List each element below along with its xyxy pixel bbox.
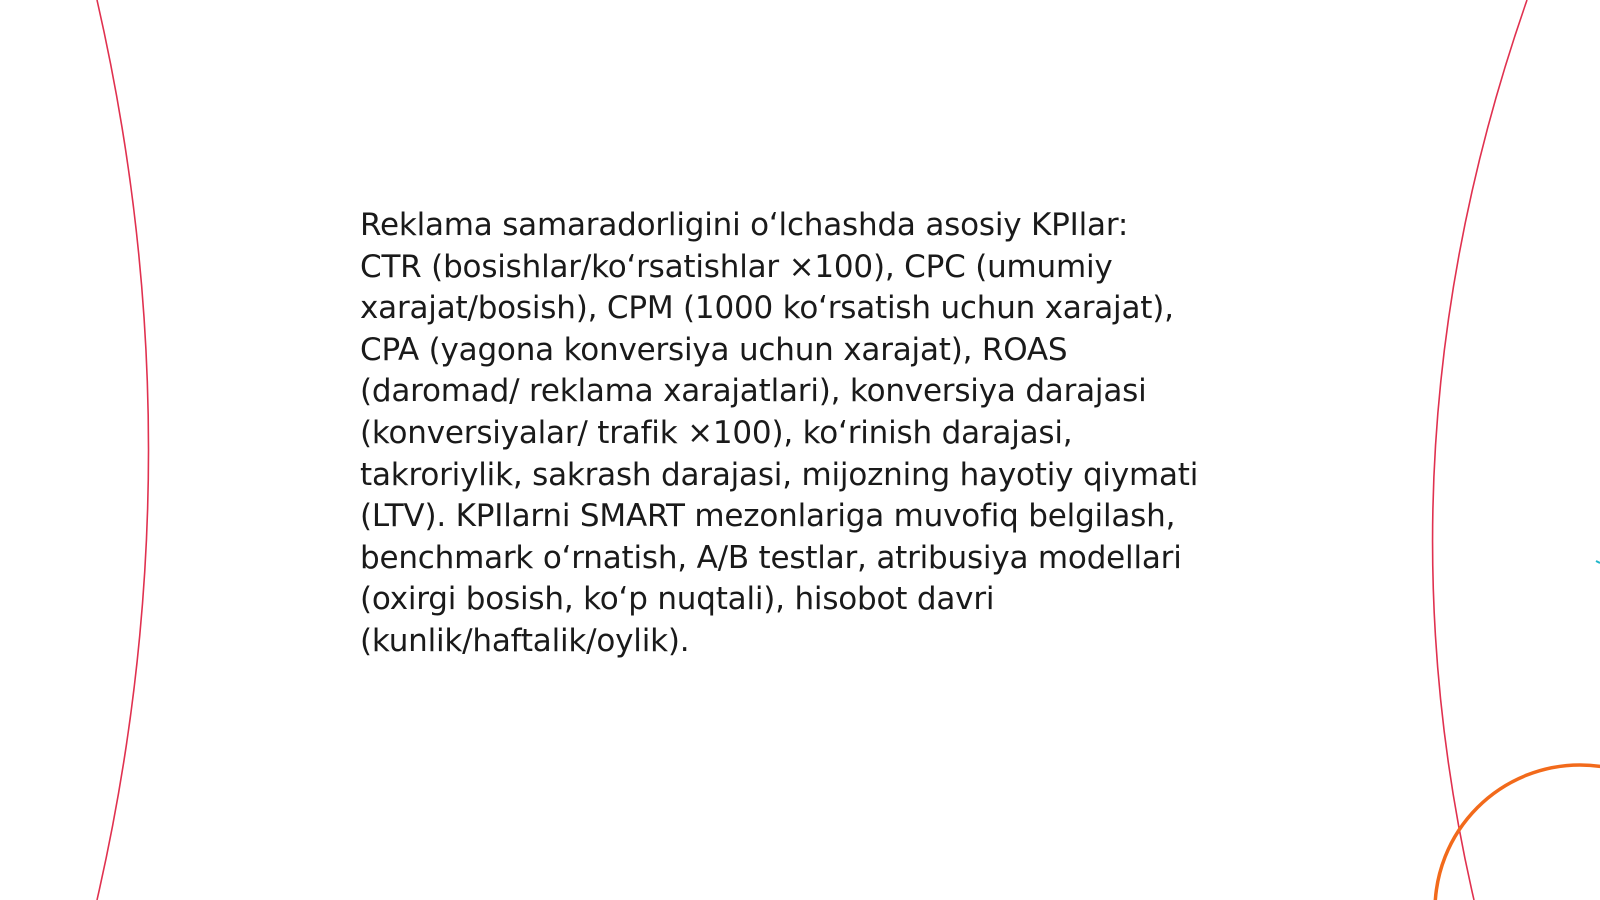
slide-body-text	[360, 205, 1260, 663]
body-line: xarajat/bosish), CPM (1000 ko‘rsatish uchun xarajat),	[360, 290, 1174, 327]
body-line: (daromad/ reklama xarajatlari), konversiya darajasi	[360, 373, 1147, 410]
body-line: (LTV). KPIlarni SMART mezonlariga muvofiq belgilash,	[360, 498, 1176, 535]
body-line: benchmark o‘rnatish, A/B testlar, atribusiya modellari	[360, 539, 1182, 576]
body-line: (konversiyalar/ trafik ×100), ko‘rinish darajasi,	[360, 414, 1073, 451]
body-line: takroriylik, sakrash darajasi, mijozning hayotiy qiymati	[360, 456, 1199, 493]
body-line: (oxirgi bosish, ko‘p nuqtali), hisobot davri	[360, 581, 995, 618]
body-line: (kunlik/haftalik/oylik).	[360, 622, 690, 659]
right-arc-decoration	[1433, 0, 1527, 900]
body-line: CPA (yagona konversiya uchun xarajat), ROAS	[360, 331, 1068, 368]
teal-accent-decoration	[1596, 561, 1600, 563]
body-line: CTR (bosishlar/ko‘rsatishlar ×100), CPC (umumiy	[360, 248, 1113, 285]
body-line: Reklama samaradorligini o‘lchashda asosiy KPIlar:	[360, 207, 1129, 243]
left-arc-decoration	[97, 0, 149, 900]
